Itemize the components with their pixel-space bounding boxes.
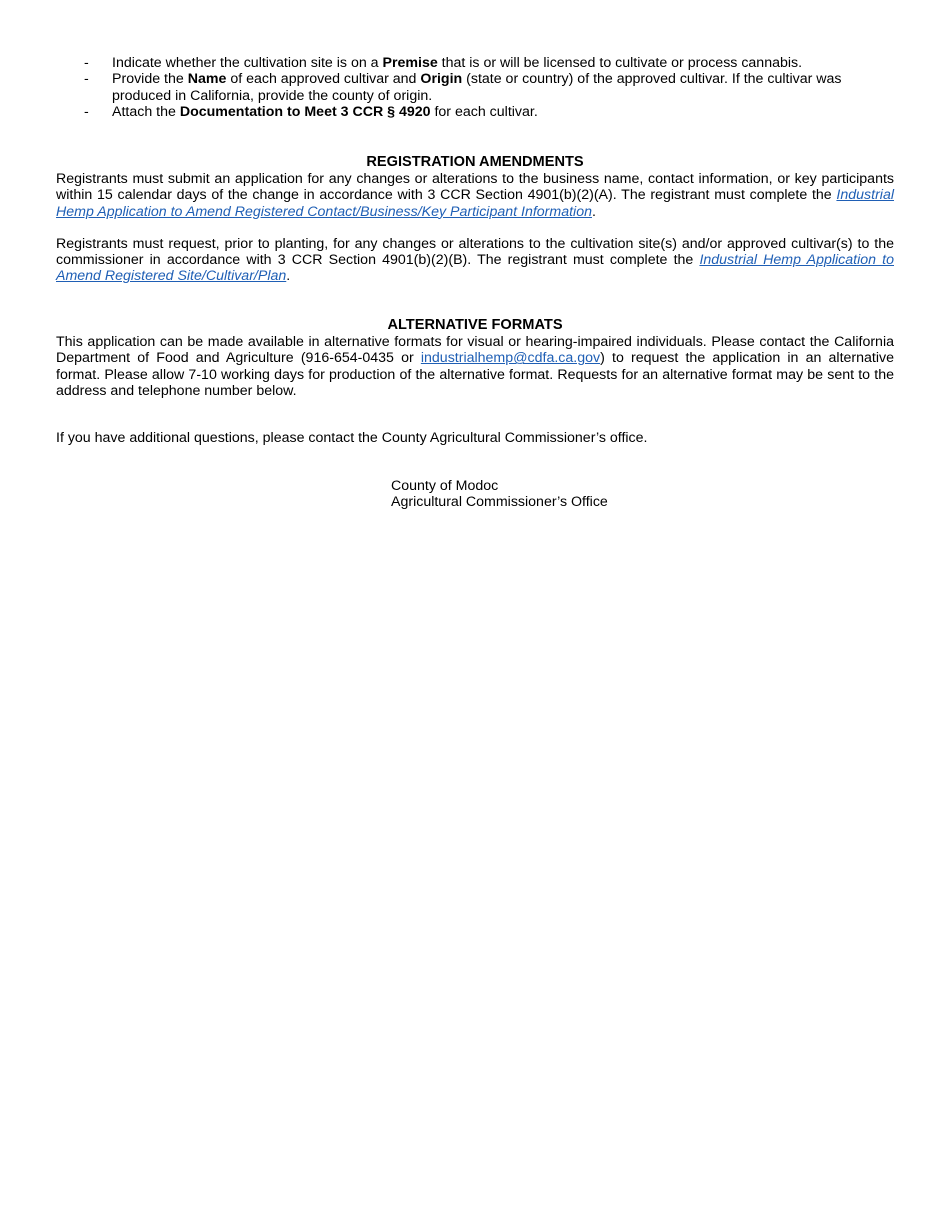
- amendments-paragraph-2: Registrants must request, prior to planting, for any changes or alterations to the cultivation site(s) and/or approved cultivar(s) to the commissioner in accordance with 3 CCR Section 4901(b)(2)(B). The registrant must complete the Industrial Hemp Application to Amend Registered Site/Cultivar/Plan.: [56, 235, 894, 285]
- section-heading: REGISTRATION AMENDMENTS: [366, 154, 584, 170]
- bullet-dash: -: [84, 55, 89, 71]
- amendments-paragraph-1: Registrants must submit an application for any changes or alterations to the business name, contact information, or key participants within 15 calendar days of the change in accordance with 3 CCR Section 4901(b)(2)(A). The registrant must complete the Industrial Hemp Application to Amend Registered Contact/Business/Key Participant Information.: [56, 171, 894, 220]
- office-name: Agricultural Commissioner’s Office: [391, 494, 608, 511]
- alternative-formats-paragraph: This application can be made available in alternative formats for visual or hearing-impaired individuals. Please contact the California Department of Food and Agriculture (916-654-0435 or industrialhemp@cdfa.ca.gov) to request the application in an alternative format. Please allow 7-10 working days for production of the alternative format. Requests for an alternative format may be sent to the address and telephone number below.: [56, 334, 895, 399]
- bullet-dash: -: [84, 71, 89, 88]
- bullet-dash: -: [84, 103, 89, 120]
- registration-amendments-section: [56, 154, 894, 285]
- list-item: - Attach the Documentation to Meet 3 CCR § 4920 for each cultivar.: [56, 104, 894, 120]
- email-link[interactable]: industrialhemp@cdfa.ca.gov: [420, 350, 601, 367]
- requirements-list: [56, 55, 894, 120]
- alternative-formats-section: [56, 317, 894, 399]
- list-item: - Indicate whether the cultivation site is on a Premise that is or will be licensed to cultivate or process cannabis.: [56, 55, 894, 71]
- section-heading: ALTERNATIVE FORMATS: [387, 317, 563, 333]
- amend-contact-application-link[interactable]: Industrial Hemp Application to Amend Registered Contact/Business/Key Participant Information: [56, 187, 894, 220]
- questions-text: If you have additional questions, please contact the County Agricultural Commissioner’s office.: [56, 430, 648, 446]
- county-name: County of Modoc: [391, 478, 499, 494]
- address-block: [391, 478, 608, 511]
- amend-site-application-link[interactable]: Industrial Hemp Application to Amend Registered Site/Cultivar/Plan: [56, 252, 894, 285]
- list-item: - Provide the Name of each approved cultivar and Origin (state or country) of the approved cultivar. If the cultivar was produced in California, provide the county of origin.: [56, 71, 894, 104]
